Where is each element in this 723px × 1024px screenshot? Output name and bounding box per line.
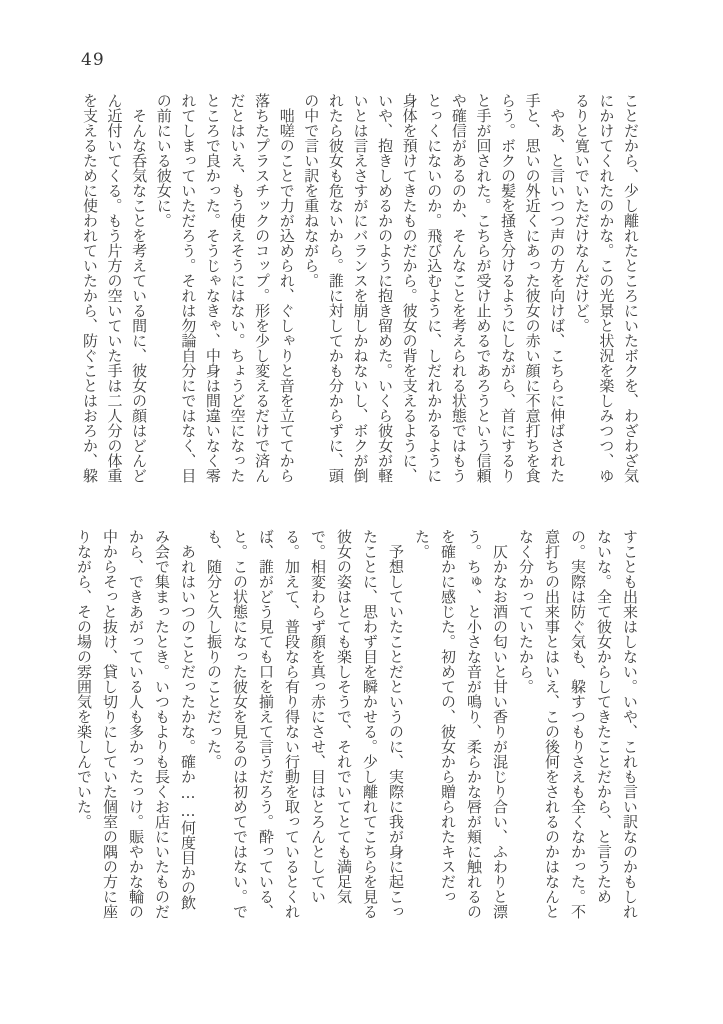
paragraph: 仄かなお酒の匂いと甘い香りが混じり合い、ふわりと漂う。ちゅ、と小さな音が鳴り、柔らかな唇が頬に触れるのを確かに感じた。初めての、彼女から贈られたキスだった。 [413,529,509,919]
paragraph: そんな呑気なことを考えている間に、彼女の顔はどんどん近付いてくる。もう片方の空いていた手は二人分の体重を支えるために使われていたから、防ぐことはおろか、躱 [80,93,149,483]
paragraph: やあ、と言いつつ声の方を向けば、こちらに伸ばされた手と、思いの外近くにあった彼女の赤い顔に不意打ちを食らう。ボクの髪を掻き分けるようにしながら、首にするりと手が回された。こちらが受け止めるであろうという信頼や確信があるのか、そんなことを考えられる状態ではもうとっくにないのか。飛び込むように、しだれかかるように身体を預けてきたものだから。彼女の背を支えるように、いや、抱きしめるかのように抱き留めた。いくら彼女が軽いとは言えさすがにバランスを崩しかねないし、ボクが倒れたら彼女も危ないから。誰に対してかも分からずに、頭の中で言い訳を重ねながら。 [302,93,567,483]
paragraph: 予想していたことだというのに、実際に我が身に起こったことに、思わず目を瞬かせる。少し離れてこちらを見る彼女の姿はとても楽しそうで、それでいてとても満足気で。相変わらず顔を真っ赤にさせ、目はとろんとしている。加えて、普段なら有り得ない行動を取っているとくれば、誰がどう見ても口を揃えて言うだろう。酔っている、と。この状態になった彼女を見るのは初めてではない。でも、随分と久し振りのことだった。 [205,529,405,919]
text-block-upper [77,93,643,489]
paragraph: あれはいつのことだったかな。確か……何度目かの飲み会で集まったとき。いつもよりも長くお店にいたものだから、できあがっている人も多かったっけ。賑やかな輪の中からそっと抜け、貸し切りにしていた個室の隅の方に座りながら、その場の雰囲気を楽しんでいた。 [75,529,197,919]
paragraph: すことも出来はしない。いや、これも言い訳なのかもしれないな。全て彼女からしてきたことだから、と言うための。実際は防ぐ気も、躱すつもりさえも全くなかった。不意打ちの出来事とはいえ、この後何をされるのかはなんとなく分かっていたから。 [517,529,639,919]
text-block-lower [71,529,643,923]
page-number: 49 [81,50,105,70]
paragraph: 咄嗟のことで力が込められ、ぐしゃりと音を立ててから落ちたプラスチックのコップ。形を少し変えるだけで済んだとはいえ、もう使えそうにはない。ちょうど空になったところで良かった。そうじゃなきゃ、中身は間違いなく零れてしまっていただろう。それは勿論自分にではなく、目の前にいる彼女に。 [154,93,296,483]
paragraph: ことだから、少し離れたところにいたボクを、わざわざ気にかけてくれたのかな。この光景と状況を楽しみつつ、ゆるりと寛いでいただけなんだけど。 [572,93,640,483]
